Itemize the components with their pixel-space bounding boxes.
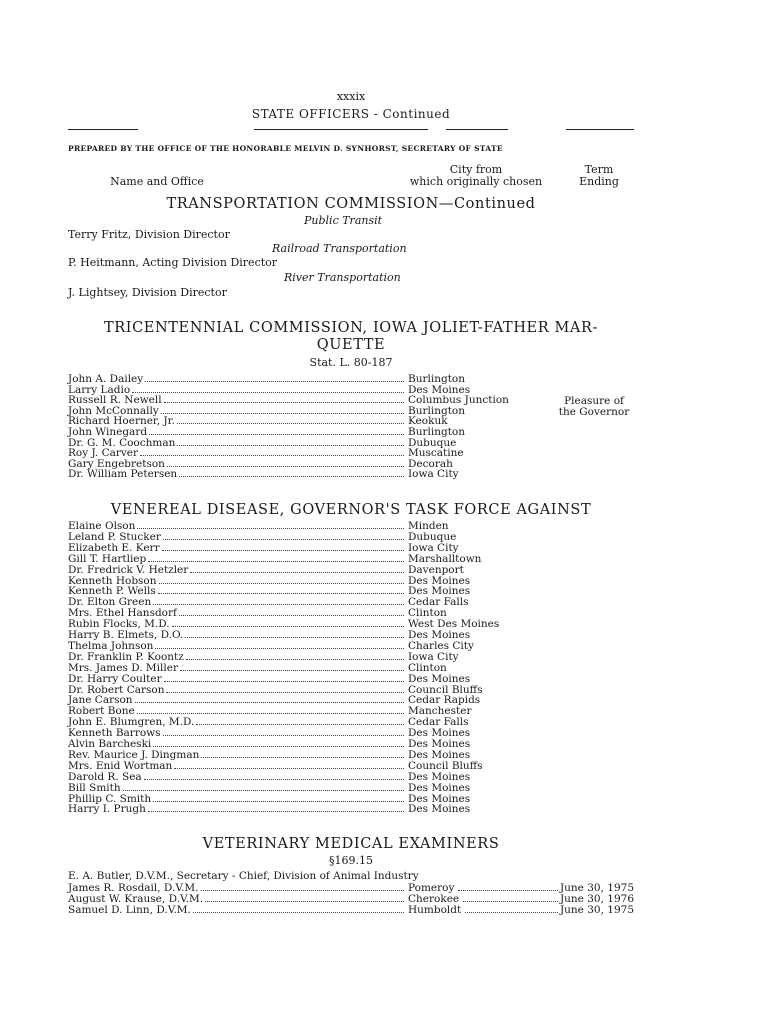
dot-leader	[205, 894, 404, 902]
member-city: Decorah	[408, 457, 453, 470]
member-name: Kenneth P. Wells	[68, 585, 156, 598]
list-item	[68, 469, 406, 480]
member-city: Iowa City	[408, 650, 459, 663]
member-city: Keokuk	[408, 415, 448, 428]
member-name: Gill T. Hartliep	[68, 552, 147, 565]
list-item	[68, 804, 406, 815]
member-term: June 30, 1976	[559, 893, 634, 905]
member-name: John E. Blumgren, M.D.	[68, 716, 195, 729]
dot-leader	[123, 783, 404, 791]
dot-leader	[463, 894, 558, 902]
member-name: Jane Carson	[68, 694, 133, 707]
dot-leader	[153, 794, 404, 802]
member-city: Des Moines	[408, 770, 471, 783]
dot-leader	[174, 761, 404, 769]
dot-leader	[132, 385, 404, 393]
column-header-city	[402, 164, 550, 188]
dot-leader	[177, 416, 404, 424]
member-city: Marshalltown	[408, 552, 482, 565]
member-name: Darold R. Sea	[68, 770, 142, 783]
member-name: Dr. Robert Carson	[68, 683, 165, 696]
member-city: Charles City	[408, 639, 474, 652]
member-name: Rubin Flocks, M.D.	[68, 618, 170, 631]
column-header-city-line1: City from	[449, 163, 503, 176]
member-city: Dubuque	[408, 436, 457, 449]
dot-leader	[149, 427, 404, 435]
member-city: Cedar Rapids	[408, 694, 481, 707]
member-name: Larry Ladio	[68, 383, 131, 396]
dot-leader	[179, 469, 404, 477]
member-name: Phillip C. Smith	[68, 792, 152, 805]
member-city: Des Moines	[408, 748, 471, 761]
member-city: Des Moines	[408, 792, 471, 805]
transportation-entry: J. Lightsey, Division Director	[68, 286, 227, 299]
tricentennial-title	[68, 320, 634, 354]
member-name: Kenneth Hobson	[68, 574, 157, 587]
tricentennial-title-line1: TRICENTENNIAL COMMISSION, IOWA JOLIET-FATHER MAR-	[103, 320, 599, 336]
member-city: Des Moines	[408, 574, 471, 587]
column-header-term	[564, 164, 634, 188]
member-name: Mrs. Ethel Hansdorf	[68, 607, 177, 620]
transportation-entry: P. Heitmann, Acting Division Director	[68, 256, 278, 269]
member-city: Iowa City	[408, 541, 459, 554]
member-name: Elizabeth E. Kerr	[68, 541, 160, 554]
member-city: Clinton	[408, 607, 447, 620]
member-name: August W. Krause, D.V.M.	[68, 893, 204, 905]
dot-leader	[201, 883, 405, 891]
member-city: Council Bluffs	[408, 759, 483, 772]
member-name: Harry B. Elmets, D.O.	[68, 629, 184, 641]
member-city: Burlington	[408, 404, 466, 417]
transportation-subtitle-river: River Transportation	[284, 271, 401, 284]
member-name: John Winegard	[68, 426, 148, 438]
dot-leader	[137, 706, 404, 714]
tricentennial-title-line2: QUETTE	[316, 337, 386, 353]
transportation-title: TRANSPORTATION COMMISSION—Continued	[166, 196, 536, 212]
dot-leader	[201, 750, 404, 758]
dot-leader	[180, 663, 404, 671]
dot-leader	[148, 804, 404, 812]
dot-leader	[159, 576, 404, 584]
member-name: Mrs. James D. Miller	[68, 661, 178, 674]
tricentennial-term-line1: Pleasure of	[564, 395, 624, 407]
member-city: Clinton	[408, 661, 447, 674]
member-city: Des Moines	[408, 781, 471, 794]
member-name: Dr. Harry Coulter	[68, 672, 162, 685]
dot-leader	[167, 459, 404, 467]
member-name: Elaine Olson	[68, 520, 136, 532]
member-city: Cedar Falls	[408, 596, 469, 609]
member-city: Pomeroy	[408, 882, 455, 894]
member-name: Dr. Franklin P. Koontz	[68, 650, 184, 663]
page-number: xxxix	[336, 90, 366, 103]
member-city: Des Moines	[408, 629, 471, 641]
member-name: Harry I. Prugh	[68, 803, 146, 816]
prepared-by-line: PREPARED BY THE OFFICE OF THE HONORABLE MELVIN D. SYNHORST, SECRETARY OF STATE	[68, 144, 503, 153]
member-name: Dr. William Petersen	[68, 468, 178, 481]
member-name: Kenneth Barrows	[68, 727, 161, 740]
dot-leader	[190, 565, 404, 573]
member-name: Thelma Johnson	[68, 639, 154, 652]
member-city: Cedar Falls	[408, 716, 469, 729]
member-term: June 30, 1975	[559, 882, 634, 894]
dot-leader	[153, 739, 404, 747]
member-city: Humboldt	[408, 904, 462, 916]
member-name: Dr. Fredrick V. Hetzler	[68, 563, 189, 576]
dot-leader	[196, 717, 404, 725]
rule-segment	[566, 129, 634, 130]
member-city: Manchester	[408, 705, 472, 718]
member-name: Richard Hoerner, Jr.	[68, 415, 175, 428]
member-city: Des Moines	[408, 672, 471, 685]
member-name: Samuel D. Linn, D.V.M.	[68, 904, 191, 916]
dot-leader	[465, 905, 558, 913]
member-name: Mrs. Enid Wortman	[68, 759, 173, 772]
transportation-subtitle-public-transit: Public Transit	[304, 214, 383, 227]
list-item	[68, 783, 406, 794]
member-name: Robert Bone	[68, 705, 135, 718]
tricentennial-term	[554, 396, 634, 418]
dot-leader	[166, 685, 404, 693]
member-name: Roy J. Carver	[68, 447, 139, 460]
member-city: Des Moines	[408, 738, 471, 750]
tricentennial-term-line2: the Governor	[558, 406, 630, 418]
dot-leader	[186, 652, 404, 660]
dot-leader	[137, 521, 404, 529]
member-city: Des Moines	[408, 727, 471, 740]
member-city: Iowa City	[408, 468, 459, 481]
dot-leader	[158, 586, 404, 594]
list-item	[68, 565, 406, 576]
dot-leader	[140, 448, 404, 456]
dot-leader	[162, 543, 404, 551]
member-name: Bill Smith	[68, 781, 121, 794]
list-item	[68, 674, 406, 685]
member-name: Russell R. Newell	[68, 394, 162, 407]
dot-leader	[148, 554, 404, 562]
transportation-entry: Terry Fritz, Division Director	[68, 228, 230, 241]
member-name: Dr. G. M. Coochman	[68, 436, 176, 449]
dot-leader	[163, 728, 404, 736]
dot-leader	[164, 674, 404, 682]
member-name: Gary Engebretson	[68, 457, 165, 470]
member-city: Council Bluffs	[408, 683, 483, 696]
dot-leader	[177, 438, 404, 446]
dot-leader	[185, 630, 404, 638]
transportation-subtitle-railroad: Railroad Transportation	[272, 242, 407, 255]
member-term: June 30, 1975	[559, 904, 634, 916]
column-header-name-text: Name and Office	[110, 175, 204, 188]
venereal-title: VENEREAL DISEASE, GOVERNOR'S TASK FORCE AGAINST	[110, 502, 592, 518]
veterinary-statute: §169.15	[329, 854, 373, 867]
tricentennial-statute: Stat. L. 80-187	[309, 356, 393, 369]
dot-leader	[163, 532, 404, 540]
member-name: Leland P. Stucker	[68, 530, 161, 543]
dot-leader	[161, 406, 404, 414]
dot-leader	[155, 641, 404, 649]
dot-leader	[144, 772, 404, 780]
member-name: John A. Dailey	[68, 373, 144, 385]
member-city: Burlington	[408, 373, 466, 385]
member-city: Minden	[408, 520, 449, 532]
veterinary-title: VETERINARY MEDICAL EXAMINERS	[202, 836, 500, 852]
member-city: Des Moines	[408, 803, 471, 816]
header-rules	[68, 129, 634, 131]
member-city: Columbus Junction	[408, 394, 509, 407]
dot-leader	[145, 374, 404, 382]
rule-segment	[68, 129, 138, 130]
dot-leader	[153, 597, 404, 605]
dot-leader	[135, 695, 404, 703]
column-header-name	[92, 176, 222, 188]
column-header-term-line2: Ending	[579, 175, 619, 188]
member-city: West Des Moines	[408, 618, 500, 631]
dot-leader	[193, 905, 404, 913]
list-item-right	[408, 905, 634, 916]
member-name: Rev. Maurice J. Dingman	[68, 748, 200, 761]
member-name: John McConnally	[68, 404, 159, 417]
column-header-term-line1: Term	[584, 163, 614, 176]
veterinary-secretary: E. A. Butler, D.V.M., Secretary - Chief, Division of Animal Industry	[68, 870, 419, 882]
dot-leader	[172, 619, 404, 627]
dot-leader	[458, 883, 558, 891]
member-city: Cherokee	[408, 893, 460, 905]
dot-leader	[179, 608, 404, 616]
rule-segment	[446, 129, 508, 130]
member-city: Muscatine	[408, 447, 464, 460]
member-city: Burlington	[408, 426, 466, 438]
member-name: James R. Rosdail, D.V.M.	[68, 882, 199, 894]
list-item	[68, 905, 406, 916]
member-city: Dubuque	[408, 530, 457, 543]
rule-segment	[254, 129, 428, 130]
dot-leader	[164, 395, 404, 403]
member-city: Davenport	[408, 563, 464, 576]
running-head: STATE OFFICERS - Continued	[251, 107, 451, 121]
column-header-city-line2: which originally chosen	[409, 175, 543, 188]
member-city: Des Moines	[408, 383, 471, 396]
member-name: Dr. Elton Green	[68, 596, 152, 609]
member-name: Alvin Barcheski	[68, 738, 152, 750]
member-city: Des Moines	[408, 585, 471, 598]
